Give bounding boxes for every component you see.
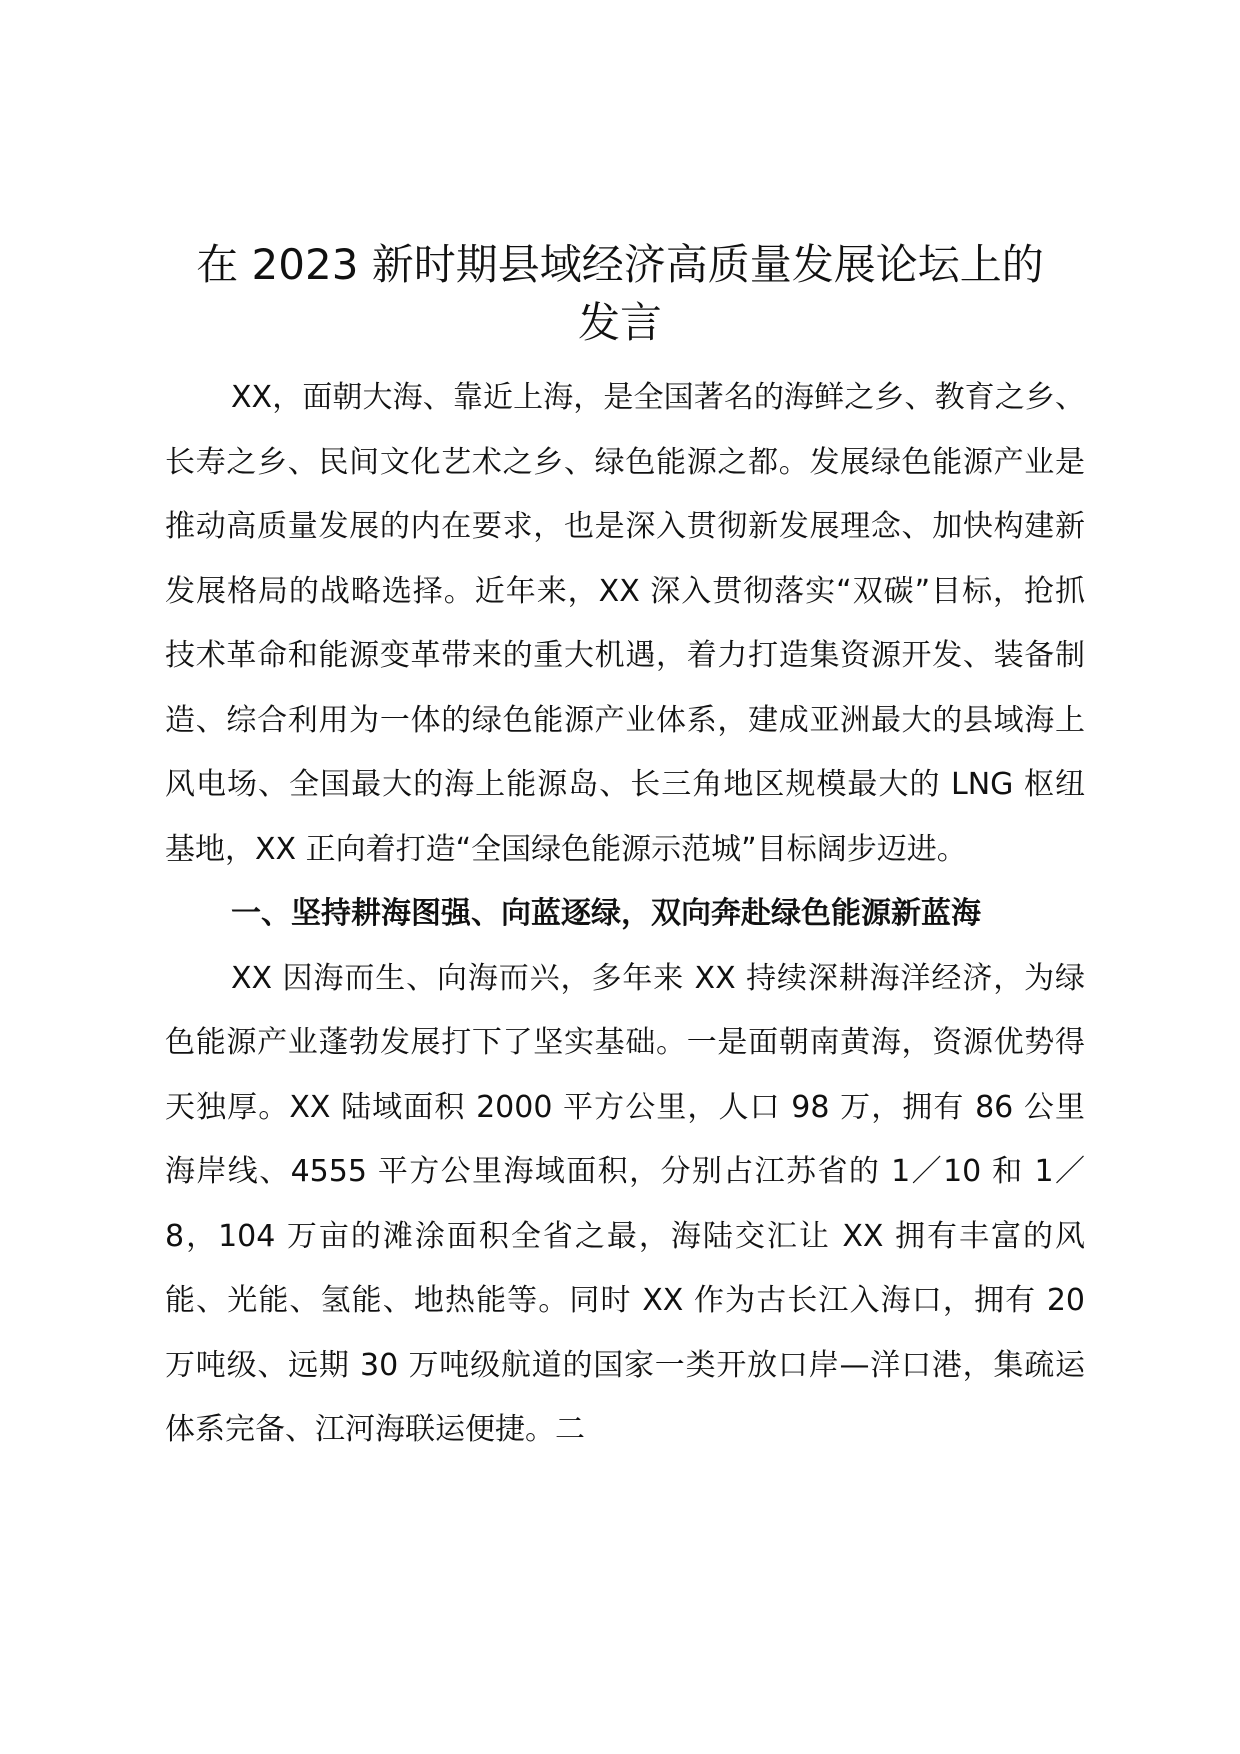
document-body [165, 366, 1085, 1463]
title-line-2: 发言 [577, 298, 662, 347]
intro-paragraph: XX，面朝大海、靠近上海，是全国著名的海鲜之乡、教育之乡、长寿之乡、民间文化艺术之乡、绿色能源之都。发展绿色能源产业是推动高质量发展的内在要求，也是深入贯彻新发展理念、加快构建新发展格局的战略选择。近年来，XX 深入贯彻落实“双碳”目标，抢抓技术革命和能源变革带来的重大机遇，着力打造集资源开发、装备制造、综合利用为一体的绿色能源产业体系，建成亚洲最大的县域海上风电场、全国最大的海上能源岛、长三角地区规模最大的 LNG 枢纽基地，XX 正向着打造“全国绿色能源示范城”目标阔步迈进。 [165, 380, 1085, 867]
document-title [150, 236, 1090, 352]
section-paragraph: XX 因海而生、向海而兴，多年来 XX 持续深耕海洋经济，为绿色能源产业蓬勃发展打下了坚实基础。一是面朝南黄海，资源优势得天独厚。XX 陆域面积 2000 平方公里，人口 98 万，拥有 86 公里海岸线、4555 平方公里海域面积，分别占江苏省的 1／10 和 1／8，104 万亩的滩涂面积全省之最，海陆交汇让 XX 拥有丰富的风能、光能、氢能、地热能等。同时 XX 作为古长江入海口，拥有 20 万吨级、远期 30 万吨级航道的国家一类开放口岸—洋口港，集疏运体系完备、江河海联运便捷。二 [165, 960, 1085, 1447]
title-line-1: 在 2023 新时期县域经济高质量发展论坛上的 [196, 240, 1044, 289]
section-heading: 一、坚持耕海图强、向蓝逐绿，双向奔赴绿色能源新蓝海 [231, 896, 981, 931]
